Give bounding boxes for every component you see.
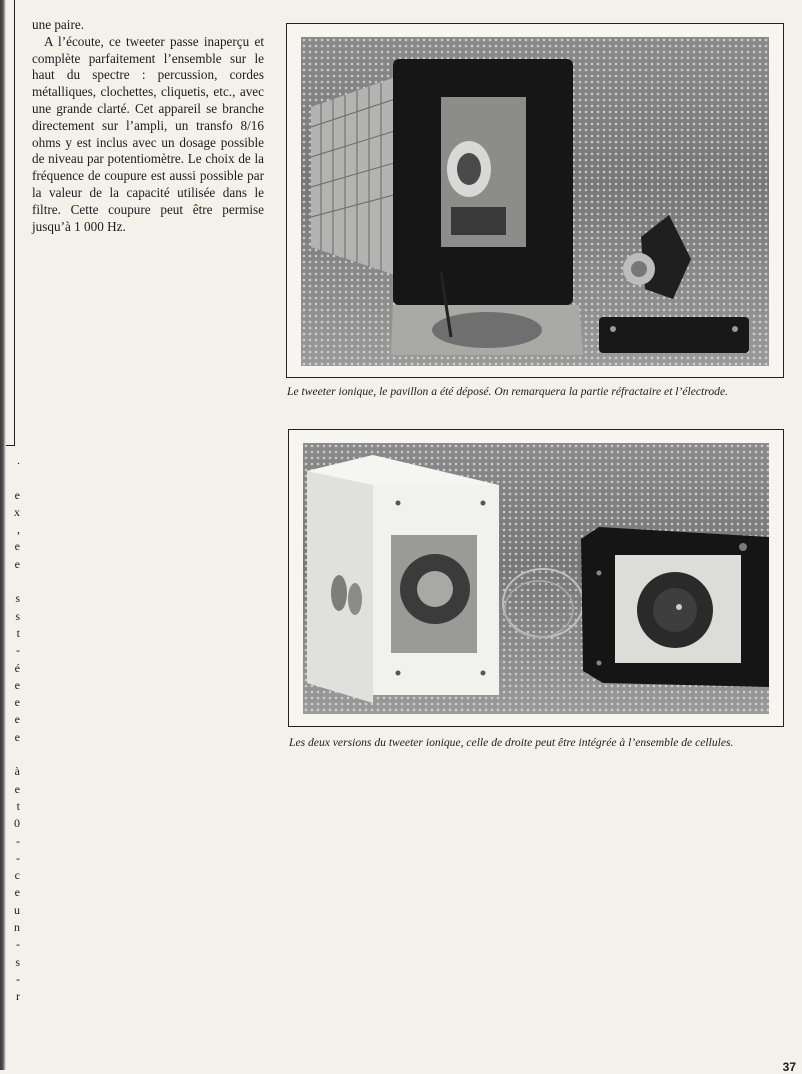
margin-letter: à bbox=[14, 764, 20, 779]
margin-letter: - bbox=[16, 937, 20, 952]
margin-letter: c bbox=[14, 868, 20, 883]
page-number: 37 bbox=[782, 1060, 796, 1074]
article-paragraph: une paire. bbox=[32, 17, 84, 32]
margin-letter: - bbox=[16, 850, 20, 865]
margin-letter: e bbox=[14, 539, 20, 554]
figure-2-frame bbox=[288, 429, 784, 727]
margin-letter: e bbox=[14, 885, 20, 900]
figure-2-caption: Les deux versions du tweeter ionique, celle de droite peut être intégrée à l’ensemble de cellules. bbox=[289, 736, 734, 749]
margin-letter: r bbox=[16, 989, 20, 1004]
margin-letter: t bbox=[16, 798, 20, 813]
margin-letter: u bbox=[14, 902, 20, 917]
article-paragraph: A l’écoute, ce tweeter passe inaperçu et complète parfaitement l’ensemble sur le haut du spectre : percussion, cordes métalliques, clochettes, cliquetis, etc., avec une grande clarté. Cet appareil se branche directement sur l’ampli, un transfo 8/16 ohms y est inclus avec un dosage possible de niveau par potentiomètre. Le choix de la fréquence de coupure est aussi possible par la valeur de la capacité utilisée dans le filtre. Cette coupure peut être permise jusqu’à 1 000 Hz. bbox=[32, 33, 264, 234]
margin-letter: e bbox=[14, 556, 20, 571]
margin-letter: . bbox=[17, 453, 20, 467]
margin-letter bbox=[4, 746, 20, 763]
previous-column-frame bbox=[6, 0, 15, 446]
margin-letter: é bbox=[14, 660, 20, 675]
margin-letter: - bbox=[16, 833, 20, 848]
margin-letter: 0 bbox=[14, 816, 20, 831]
margin-letter: e bbox=[14, 695, 20, 710]
photo-two-tweeters bbox=[303, 443, 769, 714]
margin-letter: e bbox=[14, 781, 20, 796]
photo-tweeter-disassembled bbox=[301, 37, 769, 366]
margin-letter: e bbox=[14, 729, 20, 744]
cut-off-previous-column bbox=[4, 452, 20, 1006]
margin-letter: s bbox=[15, 591, 20, 606]
figure-1-frame bbox=[286, 23, 784, 378]
margin-letter bbox=[4, 469, 20, 486]
margin-letter: - bbox=[16, 971, 20, 986]
margin-letter: s bbox=[15, 954, 20, 969]
margin-letter: e bbox=[14, 677, 20, 692]
margin-letter: s bbox=[15, 608, 20, 623]
margin-letter: , bbox=[17, 522, 20, 537]
margin-letter: n bbox=[14, 920, 20, 935]
margin-letter: - bbox=[16, 643, 20, 658]
margin-letter: x bbox=[14, 504, 20, 519]
margin-letter: e bbox=[14, 712, 20, 727]
margin-letter: t bbox=[16, 625, 20, 640]
article-text-column bbox=[32, 17, 264, 235]
figure-1-caption: Le tweeter ionique, le pavillon a été déposé. On remarquera la partie réfractaire et l’électrode. bbox=[287, 385, 728, 398]
margin-letter: e bbox=[14, 487, 20, 502]
margin-letter bbox=[4, 573, 20, 590]
